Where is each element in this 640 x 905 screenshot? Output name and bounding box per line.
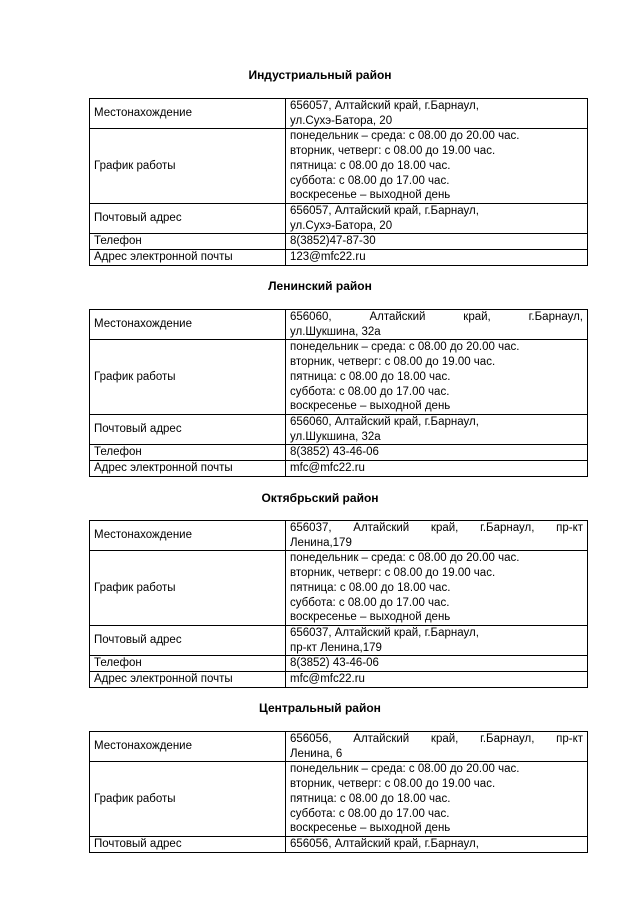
table-row — [90, 445, 588, 461]
phone-value: 8(3852) 43-46-06 — [286, 445, 588, 461]
location-value — [286, 521, 588, 551]
schedule-line: понедельник – среда: с 08.00 до 20.00 час. — [290, 341, 520, 354]
location-label: Местонахождение — [90, 99, 286, 129]
phone-label: Телефон — [90, 234, 286, 250]
schedule-line: понедельник – среда: с 08.00 до 20.00 час. — [290, 552, 520, 565]
email-value: mfc@mfc22.ru — [286, 461, 588, 477]
table-row — [90, 672, 588, 688]
postal-value — [286, 836, 588, 852]
table-row — [90, 250, 588, 266]
email-label: Адрес электронной почты — [90, 672, 286, 688]
address-line: 656057, Алтайский край, г.Барнаул, — [290, 100, 479, 112]
table-row — [90, 521, 588, 551]
table-row — [90, 762, 588, 837]
postal-value — [286, 414, 588, 444]
address-line: 656037, Алтайский край, г.Барнаул, пр-кт — [290, 522, 583, 534]
schedule-line: суббота: с 08.00 до 17.00 час. — [290, 385, 450, 398]
schedule-line: воскресенье – выходной день — [290, 400, 451, 413]
address-line: 656056, Алтайский край, г.Барнаул, — [290, 837, 479, 850]
schedule-label: График работы — [90, 762, 286, 837]
address-line: Ленина, 6 — [290, 747, 343, 760]
phone-label: Телефон — [90, 445, 286, 461]
section-title-oktyabrsky: Октябрьский район — [261, 491, 379, 505]
schedule-line: вторник, четверг: с 08.00 до 19.00 час. — [290, 567, 496, 580]
email-value: mfc@mfc22.ru — [286, 672, 588, 688]
schedule-line: вторник, четверг: с 08.00 до 19.00 час. — [290, 145, 496, 158]
location-label: Местонахождение — [90, 521, 286, 551]
schedule-line: воскресенье – выходной день — [290, 611, 451, 624]
district-info-table — [89, 520, 588, 688]
schedule-label: График работы — [90, 129, 286, 204]
schedule-line: пятница: с 08.00 до 18.00 час. — [290, 581, 451, 594]
table-row — [90, 129, 588, 204]
address-line: 656037, Алтайский край, г.Барнаул, — [290, 626, 479, 639]
schedule-value — [286, 551, 588, 626]
postal-value — [286, 625, 588, 655]
schedule-line: воскресенье – выходной день — [290, 189, 451, 202]
schedule-label: График работы — [90, 340, 286, 415]
schedule-line: суббота: с 08.00 до 17.00 час. — [290, 807, 450, 820]
phone-label: Телефон — [90, 656, 286, 672]
address-line: 656056, Алтайский край, г.Барнаул, пр-кт — [290, 733, 583, 745]
table-row — [90, 234, 588, 250]
location-label: Местонахождение — [90, 732, 286, 762]
table-row — [90, 203, 588, 233]
address-line: Ленина,179 — [290, 536, 352, 549]
district-info-table — [89, 309, 588, 477]
schedule-value — [286, 762, 588, 837]
section-title-industrial: Индустриальный район — [248, 68, 392, 82]
table-row — [90, 310, 588, 340]
address-line: ул.Шукшина, 32а — [290, 325, 381, 338]
address-line: 656060, Алтайский край, г.Барнаул, — [290, 415, 479, 428]
postal-label: Почтовый адрес — [90, 625, 286, 655]
schedule-line: пятница: с 08.00 до 18.00 час. — [290, 792, 451, 805]
schedule-line: понедельник – среда: с 08.00 до 20.00 час. — [290, 130, 520, 143]
location-value — [286, 99, 588, 129]
location-value — [286, 732, 588, 762]
address-line: ул.Сухэ-Батора, 20 — [290, 114, 393, 127]
section-title-central: Центральный район — [259, 701, 381, 715]
schedule-line: вторник, четверг: с 08.00 до 19.00 час. — [290, 778, 496, 791]
section-title-leninsky: Ленинский район — [268, 279, 372, 293]
location-label: Местонахождение — [90, 310, 286, 340]
table-row — [90, 99, 588, 129]
postal-value — [286, 203, 588, 233]
district-info-table — [89, 98, 588, 266]
schedule-line: пятница: с 08.00 до 18.00 час. — [290, 370, 451, 383]
table-row — [90, 461, 588, 477]
address-line: ул.Сухэ-Батора, 20 — [290, 219, 393, 232]
email-value: 123@mfc22.ru — [286, 250, 588, 266]
schedule-line: суббота: с 08.00 до 17.00 час. — [290, 174, 450, 187]
table-row — [90, 836, 588, 852]
schedule-line: вторник, четверг: с 08.00 до 19.00 час. — [290, 356, 496, 369]
schedule-value — [286, 129, 588, 204]
phone-value: 8(3852) 43-46-06 — [286, 656, 588, 672]
address-line: 656057, Алтайский край, г.Барнаул, — [290, 204, 479, 217]
address-line: ул.Шукшина, 32а — [290, 430, 381, 443]
schedule-line: воскресенье – выходной день — [290, 822, 451, 835]
schedule-line: суббота: с 08.00 до 17.00 час. — [290, 596, 450, 609]
schedule-line: понедельник – среда: с 08.00 до 20.00 час. — [290, 763, 520, 776]
schedule-label: График работы — [90, 551, 286, 626]
table-row — [90, 732, 588, 762]
phone-value: 8(3852)47-87-30 — [286, 234, 588, 250]
table-row — [90, 625, 588, 655]
postal-label: Почтовый адрес — [90, 836, 286, 852]
location-value — [286, 310, 588, 340]
address-line: 656060, Алтайский край, г.Барнаул, — [290, 311, 583, 323]
table-row — [90, 340, 588, 415]
email-label: Адрес электронной почты — [90, 250, 286, 266]
postal-label: Почтовый адрес — [90, 414, 286, 444]
postal-label: Почтовый адрес — [90, 203, 286, 233]
table-row — [90, 551, 588, 626]
district-info-table — [89, 731, 588, 853]
schedule-line: пятница: с 08.00 до 18.00 час. — [290, 159, 451, 172]
email-label: Адрес электронной почты — [90, 461, 286, 477]
address-line: пр-кт Ленина,179 — [290, 641, 382, 654]
table-row — [90, 414, 588, 444]
table-row — [90, 656, 588, 672]
schedule-value — [286, 340, 588, 415]
